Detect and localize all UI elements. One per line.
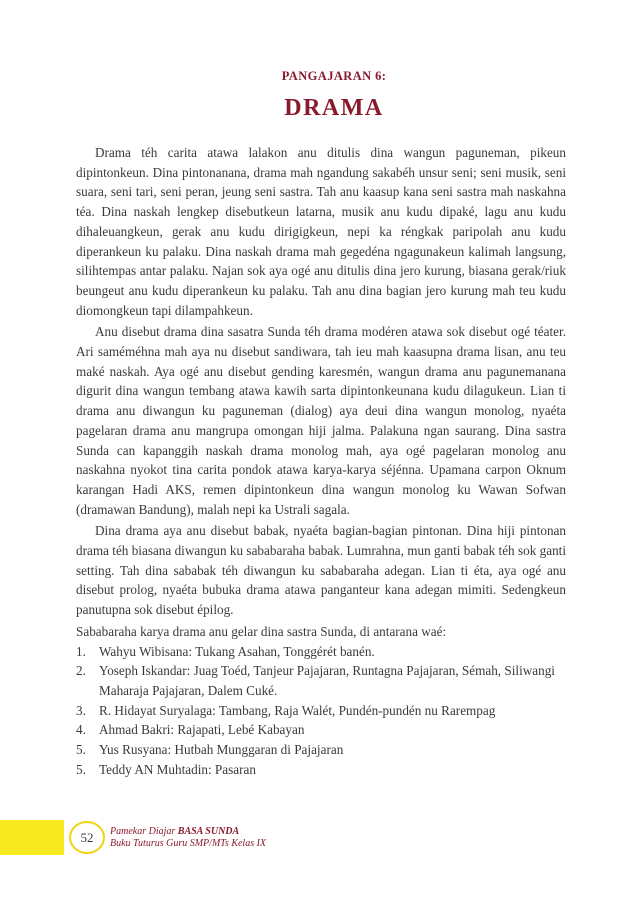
list-item-number: 3. [76,702,86,718]
paragraph-1: Drama téh carita atawa lalakon anu ditulis dina wangun paguneman, pikeun dipintonkeun. Dina pintonanana, drama mah ngandung sakabéh unsur seni; seni musik, seni suara, seni tari, seni peran, jeung seni sastra. Tah anu kaasup kana seni sastra mah naskahna téa. Dina naskah lengkep disebutkeun latarna, musik anu kudu dipaké, lagu anu kudu dihaleuangkeun, gerak anu kudu dirigigkeun, nepi ka réngkak paripolah anu kudu diperankeun ku palaku. Dina naskah drama mah gegedéna ngagunakeun kalimah langsung, silihtempas antar palaku. Najan sok aya ogé anu ditulis dina jero kurung, biasana gerak/riuk beungeut anu kudu diperankeun ku palaku. Tah anu dina bagian jero kurung mah teu kudu diomongkeun tapi dilampahkeun. [76,145,566,318]
lesson-kicker: PANGAJARAN 6: [281,69,387,83]
footer-book-info [110,826,266,850]
list-item-text: Ahmad Bakri: Rajapati, Lebé Kabayan [99,722,305,738]
list-item [76,720,566,740]
works-list [76,642,566,780]
paragraph-2: Anu disebut drama dina sasatra Sunda téh drama modéren atawa sok disebut ogé téater. Ari saméméhna mah aya nu disebut sandiwara, tah ieu mah kaasupna drama lisan, anu teu maké naskah. Aya ogé anu disebut gending karesmén, wangun drama anu pagunemanana digurit dina wangun tembang atawa kawih sarta dipintonkeunana kudu dilagukeun. Lian ti drama anu diwangun ku paguneman (dialog) aya deui dina wangun monolog, nyaéta pagelaran drama anu mangrupa omongan hiji jalma. Palakuna ngan saurang. Dina sastra Sunda can kapanggih naskah drama monolog mah, aya ogé pagelaran monolog anu naskahna nyokot tina carita pondok atawa karya-karya séjénna. Upamana carpon Oknum karangan Hadi AKS, remen dipintonkeun dina wangun monolog ku Wawan Sofwan (dramawan Bandung), malah nepi ka Ustrali sagala. [76,324,566,517]
list-item [76,642,566,662]
list-item [76,661,566,700]
list-item-number: 5. [76,761,86,777]
footer-book-subtitle: Buku Tuturus Guru SMP/MTs Kelas IX [110,838,267,849]
page-number: 52 [69,821,105,854]
list-item-text: Teddy AN Muhtadin: Pasaran [99,761,256,777]
paragraph-3: Dina drama aya anu disebut babak, nyaéta bagian-bagian pintonan. Dina hiji pintonan drama téh biasana diwangun ku sababaraha babak. Lumrahna, mun ganti babak téh sok ganti setting. Tah dina sababak téh diwangun ku sababaraha adegan. Lian ti éta, aya ogé anu disebut prolog, nyaéta bubuka drama atawa panganteur kana adegan mimiti. Sedengkeun panutupna sok disebut épilog. [76,523,566,618]
list-item-number: 1. [76,643,86,659]
list-item [76,760,566,780]
list-item-text: R. Hidayat Suryalaga: Tambang, Raja Walét, Pundén-pundén nu Rarempag [99,702,496,718]
footer-book-title [110,826,266,838]
footer-accent-bar [0,820,64,855]
list-intro: Sababaraha karya drama anu gelar dina sastra Sunda, di antarana waé: [76,623,447,639]
list-item-number: 4. [76,722,86,738]
list-item [76,701,566,721]
list-item-text: Yoseph Iskandar: Juag Toéd, Tanjeur Pajajaran, Runtagna Pajajaran, Sémah, Siliwangi Maharaja Pajajaran, Dalem Cuké. [99,663,555,698]
footer-book-prefix: Pamekar Diajar [110,826,178,837]
list-item-number: 5. [76,742,86,758]
list-item [76,740,566,760]
list-item-text: Yus Rusyana: Hutbah Munggaran di Pajajaran [99,742,344,758]
list-item-text: Wahyu Wibisana: Tukang Asahan, Tonggérét banén. [99,643,375,659]
page-title: DRAMA [284,95,384,121]
footer-book-subject: BASA SUNDA [177,826,240,837]
main-content [76,143,566,780]
list-item-number: 2. [76,663,86,679]
